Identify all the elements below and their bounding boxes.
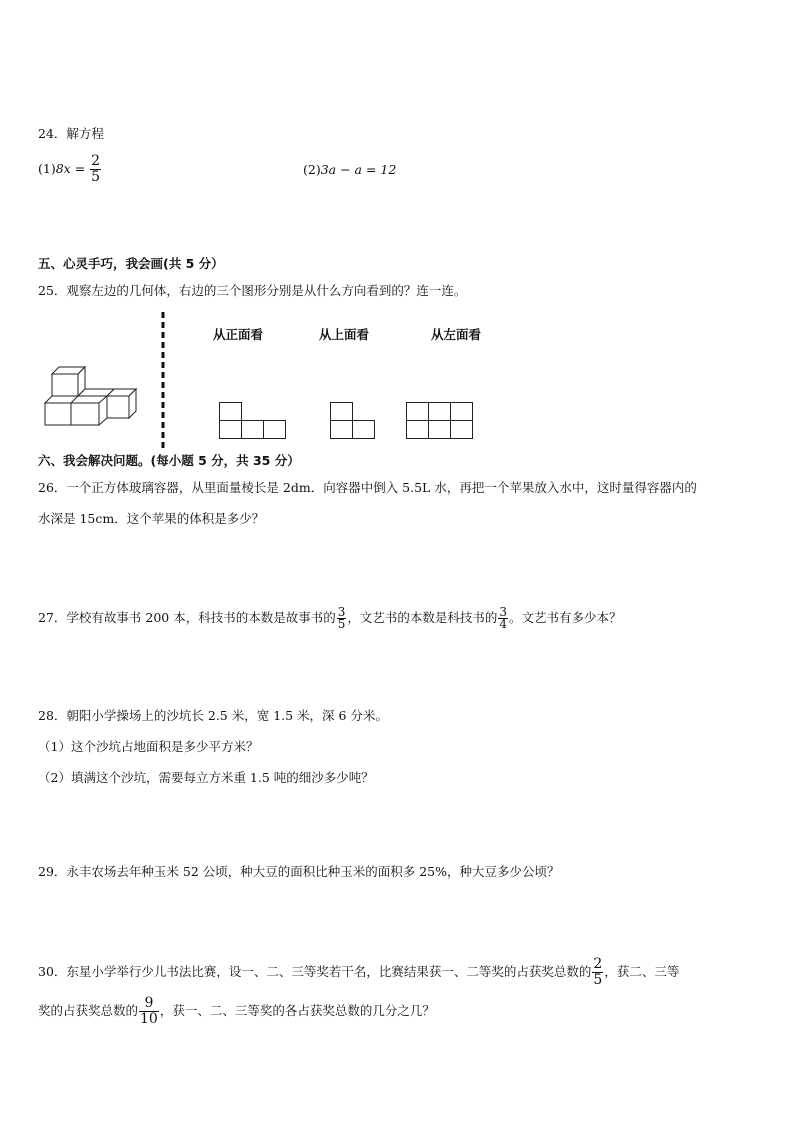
q24-eq2-text: 3a − a = 12: [320, 162, 397, 177]
q24-title: 24．解方程: [38, 126, 104, 141]
q25-text: 25．观察左边的几何体，右边的三个图形分别是从什么方向看到的？连一连。: [38, 283, 467, 298]
fraction-numerator: 3: [499, 605, 508, 619]
q29-text: 29．永丰农场去年种玉米 52 公顷，种大豆的面积比种玉米的面积多 25%，种大豆多少公顷？: [38, 864, 560, 879]
q27-fraction-1: [337, 607, 347, 630]
q30-fraction-1: [592, 957, 603, 988]
dashed-divider: [160, 312, 166, 452]
label-front-view: 从正面看: [213, 327, 264, 342]
q27-part-3: 。文艺书有多少本？: [509, 610, 622, 625]
q30-line-2: [38, 996, 435, 1027]
q24-equation-1: [38, 152, 102, 186]
q30-part-2: ，获二、三等: [604, 964, 680, 979]
q28-line-1: 28．朝阳小学操场上的沙坑长 2.5 米，宽 1.5 米，深 6 分米。: [38, 708, 388, 723]
fraction-denominator: 5: [91, 169, 101, 185]
q30-part-4: ，获一、二、三等奖的各占获奖总数的几分之几？: [159, 1003, 435, 1018]
q27-fraction-2: [498, 607, 508, 630]
fraction-numerator: 2: [91, 153, 101, 169]
q28-sub-1: （1）这个沙坑占地面积是多少平方米？: [38, 739, 259, 754]
section-5-heading: 五、心灵手巧，我会画(共 5 分）: [38, 256, 224, 271]
q27-part-1: 27．学校有故事书 200 本，科技书的本数是故事书的: [38, 610, 336, 625]
q28-sub-2: （2）填满这个沙坑，需要每立方米重 1.5 吨的细沙多少吨？: [38, 770, 374, 785]
q26-line-2: 水深是 15cm．这个苹果的体积是多少？: [38, 511, 265, 526]
cube-solid-figure: [40, 365, 140, 427]
q24-eq2-prefix: (2): [303, 162, 321, 177]
fraction-numerator: 3: [337, 605, 346, 619]
q26-line-1: 26．一个正方体玻璃容器，从里面量棱长是 2dm．向容器中倒入 5.5L 水，再把一个苹果放入水中，这时量得容器内的: [38, 480, 697, 495]
view-shape-1: [219, 402, 289, 440]
fraction-numerator: 9: [139, 996, 159, 1012]
view-shape-2: [330, 402, 378, 440]
fraction-denominator: 4: [499, 617, 508, 631]
q27-part-2: ，文艺书的本数是科技书的: [347, 610, 498, 625]
section-6-heading: 六、我会解决问题。(每小题 5 分，共 35 分）: [38, 453, 300, 468]
q24-eq1-prefix: (1): [38, 161, 56, 176]
q24-eq1-lhs: 8x =: [55, 161, 86, 176]
q24-eq1-fraction: [90, 154, 101, 185]
view-shape-3: [406, 402, 476, 440]
q27-text: [38, 604, 622, 632]
label-top-view: 从上面看: [319, 327, 370, 342]
q24-equation-2: [303, 162, 396, 178]
fraction-denominator: 10: [140, 1011, 158, 1027]
fraction-denominator: 5: [593, 972, 603, 988]
q30-line-1: [38, 957, 679, 988]
fraction-numerator: 2: [593, 956, 603, 972]
q30-part-1: 30．东星小学举行少儿书法比赛，设一、二、三等奖若干名，比赛结果获一、二等奖的占获奖总数的: [38, 964, 592, 979]
q30-fraction-2: [139, 996, 159, 1027]
label-left-view: 从左面看: [431, 327, 482, 342]
q30-part-3: 奖的占获奖总数的: [38, 1003, 139, 1018]
fraction-denominator: 5: [337, 617, 346, 631]
